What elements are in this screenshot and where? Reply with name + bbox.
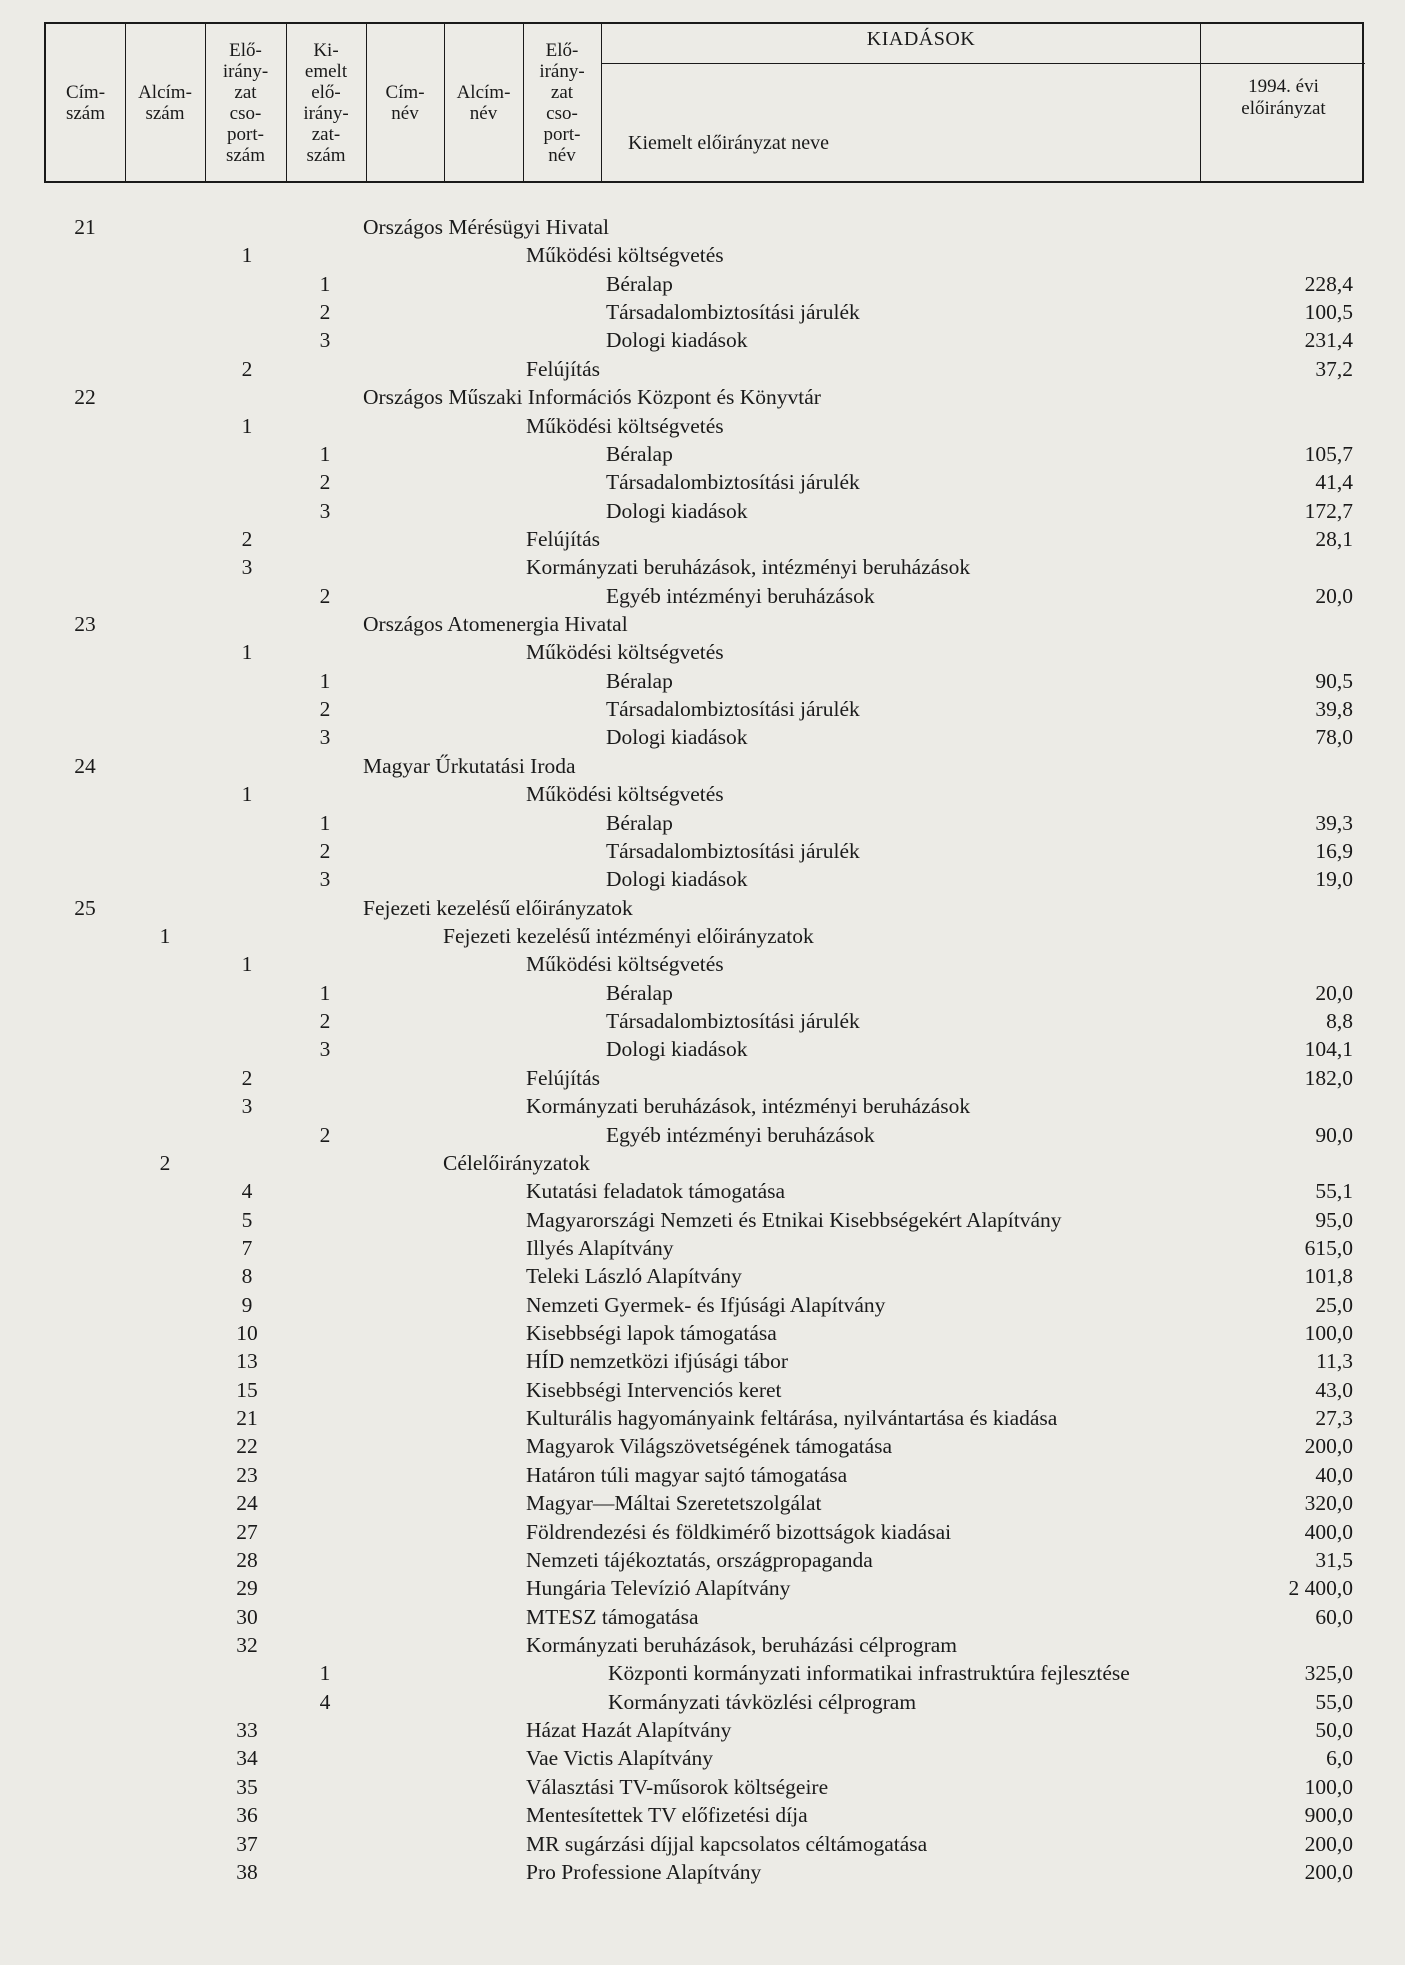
row-amount: 40,0 [1315, 1462, 1353, 1487]
row-amount: 43,0 [1315, 1377, 1353, 1402]
table-row [0, 497, 1405, 525]
row-name: Választási TV-műsorok költségeire [526, 1774, 829, 1799]
eloiranyzat-csoport-szam: 37 [236, 1831, 258, 1856]
row-amount: 50,0 [1315, 1718, 1353, 1743]
row-name: Nemzeti Gyermek- és Ifjúsági Alapítvány [526, 1292, 886, 1317]
kiemelt-eloiranyzat-szam: 2 [319, 838, 331, 863]
eloiranyzat-csoport-szam: 5 [241, 1207, 253, 1232]
eloiranyzat-csoport-szam: 34 [236, 1746, 258, 1771]
eloiranyzat-csoport-szam: 1 [241, 413, 253, 438]
row-amount: 104,1 [1304, 1037, 1353, 1062]
row-amount: 100,0 [1304, 1774, 1353, 1799]
table-row [0, 1631, 1405, 1659]
row-name: Magyarok Világszövetségének támogatása [526, 1434, 893, 1459]
kiemelt-eloiranyzat-szam: 2 [319, 1122, 331, 1147]
kiemelt-eloiranyzat-szam: 1 [319, 668, 331, 693]
kiemelt-eloiranyzat-szam: 3 [319, 725, 331, 750]
eloiranyzat-csoport-szam: 3 [241, 555, 253, 580]
alcim-szam: 1 [159, 924, 171, 948]
row-name: Béralap [606, 271, 673, 296]
row-amount: 231,4 [1304, 328, 1353, 353]
cim-szam: 22 [74, 385, 96, 410]
row-name: Egyéb intézményi beruházások [606, 583, 875, 608]
eloiranyzat-csoport-szam: 8 [241, 1264, 253, 1289]
table-row [0, 1716, 1405, 1744]
row-name: Béralap [606, 980, 673, 1005]
table-row [0, 355, 1405, 383]
row-name: Működési költségvetés [526, 782, 724, 807]
row-amount: 8,8 [1326, 1009, 1353, 1034]
table-row [0, 752, 1405, 780]
eloiranyzat-csoport-szam: 38 [236, 1859, 258, 1884]
table-row [0, 1035, 1405, 1063]
row-amount: 105,7 [1304, 441, 1353, 466]
row-amount: 90,5 [1315, 668, 1353, 693]
row-amount: 20,0 [1315, 980, 1353, 1005]
table-row [0, 809, 1405, 837]
row-amount: 900,0 [1304, 1803, 1353, 1828]
row-name: Pro Professione Alapítvány [526, 1859, 762, 1884]
row-name: MR sugárzási díjjal kapcsolatos céltámogatása [526, 1831, 928, 1856]
table-row [0, 1603, 1405, 1631]
table-row [0, 1518, 1405, 1546]
row-name: Fejezeti kezelésű intézményi előirányzatok [443, 924, 814, 948]
eloiranyzat-csoport-szam: 1 [241, 782, 253, 807]
table-row [0, 667, 1405, 695]
row-name: MTESZ támogatása [526, 1604, 699, 1629]
kiemelt-eloiranyzat-szam: 2 [319, 1009, 331, 1034]
row-name: Magyar—Máltai Szeretetszolgálat [526, 1491, 822, 1516]
row-name: Központi kormányzati informatikai infrastruktúra fejlesztése [608, 1661, 1130, 1686]
table-row [0, 695, 1405, 723]
row-name: Magyar Űrkutatási Iroda [363, 753, 576, 778]
table-row [0, 1688, 1405, 1716]
eloiranyzat-csoport-szam: 36 [236, 1803, 258, 1828]
kiemelt-eloiranyzat-szam: 2 [319, 470, 331, 495]
eloiranyzat-csoport-szam: 24 [236, 1491, 258, 1516]
header-eloiranyzat-csoport-nev: Elő- irány- zat cso- port- név [539, 39, 585, 166]
row-name: Országos Mérésügyi Hivatal [363, 215, 609, 239]
table-row [0, 1347, 1405, 1375]
row-amount: 39,8 [1315, 697, 1353, 722]
eloiranyzat-csoport-szam: 35 [236, 1774, 258, 1799]
eloiranyzat-csoport-szam: 1 [241, 243, 253, 268]
table-row [0, 1659, 1405, 1687]
header-alcim-szam: Alcím- szám [138, 81, 192, 124]
row-amount: 6,0 [1326, 1746, 1353, 1771]
header-eloiranyzat-csoport-szam: Elő- irány- zat cso- port- szám [222, 39, 269, 166]
header-evi-eloiranyzat: 1994. évi előirányzat [1241, 76, 1326, 119]
table-row [0, 865, 1405, 893]
row-amount: 27,3 [1315, 1406, 1353, 1431]
table-row [0, 1489, 1405, 1517]
row-amount: 37,2 [1315, 356, 1353, 381]
row-amount: 60,0 [1315, 1604, 1353, 1629]
table-row [0, 383, 1405, 411]
table-row [0, 440, 1405, 468]
header-kiadasok: KIADÁSOK [866, 28, 976, 50]
row-name: Mentesítettek TV előfizetési díja [526, 1803, 808, 1828]
row-amount: 20,0 [1315, 583, 1353, 608]
kiemelt-eloiranyzat-szam: 3 [319, 498, 331, 523]
eloiranyzat-csoport-szam: 13 [236, 1349, 258, 1374]
alcim-szam: 2 [159, 1150, 171, 1175]
table-header [44, 22, 1364, 183]
table-row [0, 1007, 1405, 1035]
row-name: Béralap [606, 810, 673, 835]
table-row [0, 1121, 1405, 1149]
row-name: Béralap [606, 668, 673, 693]
row-amount: 400,0 [1304, 1519, 1353, 1544]
table-row [0, 1773, 1405, 1801]
row-name: Béralap [606, 441, 673, 466]
table-row [0, 298, 1405, 326]
row-amount: 200,0 [1304, 1434, 1353, 1459]
table-row [0, 1177, 1405, 1205]
table-row [0, 723, 1405, 751]
table-row [0, 553, 1405, 581]
table-row [0, 1149, 1405, 1177]
row-amount: 28,1 [1315, 526, 1353, 551]
row-amount: 19,0 [1315, 867, 1353, 892]
table-row [0, 1546, 1405, 1574]
row-name: Kormányzati beruházások, intézményi beruházások [526, 1094, 971, 1119]
eloiranyzat-csoport-szam: 2 [241, 356, 253, 381]
table-row [0, 1461, 1405, 1489]
eloiranyzat-csoport-szam: 10 [236, 1321, 258, 1346]
eloiranyzat-csoport-szam: 3 [241, 1094, 253, 1119]
row-name: Dologi kiadások [606, 867, 748, 892]
row-name: Országos Műszaki Információs Központ és Könyvtár [363, 385, 821, 410]
row-name: Határon túli magyar sajtó támogatása [526, 1462, 848, 1487]
eloiranyzat-csoport-szam: 27 [236, 1519, 258, 1544]
table-row [0, 1291, 1405, 1319]
kiemelt-eloiranyzat-szam: 1 [319, 271, 331, 296]
row-name: Országos Atomenergia Hivatal [363, 612, 628, 637]
table-row [0, 1234, 1405, 1262]
row-amount: 78,0 [1315, 725, 1353, 750]
kiemelt-eloiranyzat-szam: 3 [319, 328, 331, 353]
table-row [0, 1744, 1405, 1772]
eloiranyzat-csoport-szam: 33 [236, 1718, 258, 1743]
kiemelt-eloiranyzat-szam: 1 [319, 810, 331, 835]
row-amount: 95,0 [1315, 1207, 1353, 1232]
table-row [0, 213, 1405, 241]
kiemelt-eloiranyzat-szam: 1 [319, 441, 331, 466]
row-amount: 228,4 [1304, 271, 1353, 296]
eloiranyzat-csoport-szam: 22 [236, 1434, 258, 1459]
row-name: Vae Victis Alapítvány [526, 1746, 714, 1771]
table-row [0, 468, 1405, 496]
table-row [0, 1404, 1405, 1432]
row-name: Társadalombiztosítási járulék [606, 838, 860, 863]
row-name: Működési költségvetés [526, 243, 724, 268]
eloiranyzat-csoport-szam: 2 [241, 1065, 253, 1090]
eloiranyzat-csoport-szam: 28 [236, 1547, 258, 1572]
row-name: Kisebbségi lapok támogatása [526, 1321, 777, 1346]
row-amount: 11,3 [1316, 1349, 1353, 1374]
eloiranyzat-csoport-szam: 7 [241, 1235, 253, 1260]
header-alcim-nev: Alcím- név [456, 81, 511, 124]
header-cim-nev: Cím- név [385, 81, 425, 124]
table-row [0, 950, 1405, 978]
row-amount: 200,0 [1304, 1831, 1353, 1856]
row-name: Dologi kiadások [606, 328, 748, 353]
row-name: Dologi kiadások [606, 1037, 748, 1062]
row-name: Kulturális hagyományaink feltárása, nyilvántartása és kiadása [526, 1406, 1058, 1431]
kiemelt-eloiranyzat-szam: 2 [319, 583, 331, 608]
row-amount: 55,1 [1315, 1179, 1353, 1204]
row-name: Társadalombiztosítási járulék [606, 470, 860, 495]
row-amount: 100,5 [1304, 300, 1353, 325]
row-name: Teleki László Alapítvány [526, 1264, 742, 1289]
row-amount: 2 400,0 [1288, 1576, 1353, 1601]
table-row [0, 1262, 1405, 1290]
table-row [0, 582, 1405, 610]
cim-szam: 21 [74, 215, 96, 239]
row-amount: 200,0 [1304, 1859, 1353, 1884]
row-amount: 615,0 [1304, 1235, 1353, 1260]
table-row [0, 525, 1405, 553]
row-name: Kormányzati beruházások, beruházási célprogram [526, 1633, 957, 1657]
eloiranyzat-csoport-szam: 29 [236, 1576, 258, 1601]
table-row [0, 270, 1405, 298]
kiemelt-eloiranyzat-szam: 2 [319, 697, 331, 722]
table-row [0, 1319, 1405, 1347]
eloiranyzat-csoport-szam: 4 [241, 1179, 253, 1204]
row-name: Magyarországi Nemzeti és Etnikai Kisebbségekért Alapítvány [526, 1207, 1062, 1232]
row-amount: 25,0 [1315, 1292, 1353, 1317]
header-kiemelt-eloiranyzat-neve: Kiemelt előirányzat neve [628, 132, 830, 154]
table-row [0, 894, 1405, 922]
header-cim-szam: Cím- szám [65, 81, 106, 124]
table-row [0, 1064, 1405, 1092]
row-amount: 320,0 [1304, 1491, 1353, 1516]
header-kiemelt-eloiranyzat-szam: Ki- emelt elő- irány- zat- szám [303, 39, 349, 166]
row-name: Dologi kiadások [606, 725, 748, 750]
cim-szam: 23 [74, 612, 96, 637]
row-name: Kutatási feladatok támogatása [526, 1179, 786, 1204]
table-row [0, 1830, 1405, 1858]
row-name: Működési költségvetés [526, 413, 724, 438]
table-row [0, 241, 1405, 269]
row-amount: 182,0 [1304, 1065, 1353, 1090]
table-row [0, 638, 1405, 666]
row-amount: 325,0 [1304, 1661, 1353, 1686]
eloiranyzat-csoport-szam: 15 [236, 1377, 258, 1402]
row-amount: 16,9 [1315, 838, 1353, 863]
table-row [0, 922, 1405, 950]
row-name: Kisebbségi Intervenciós keret [526, 1377, 782, 1402]
eloiranyzat-csoport-szam: 9 [241, 1292, 253, 1317]
kiemelt-eloiranyzat-szam: 1 [319, 980, 331, 1005]
table-row [0, 1432, 1405, 1460]
table-row [0, 610, 1405, 638]
row-name: Hungária Televízió Alapítvány [526, 1576, 791, 1601]
table-row [0, 1206, 1405, 1234]
kiemelt-eloiranyzat-szam: 4 [319, 1689, 331, 1714]
row-amount: 101,8 [1304, 1264, 1353, 1289]
row-name: Nemzeti tájékoztatás, országpropaganda [526, 1547, 873, 1572]
eloiranyzat-csoport-szam: 30 [236, 1604, 258, 1629]
row-name: Működési költségvetés [526, 952, 724, 977]
row-name: Egyéb intézményi beruházások [606, 1122, 875, 1147]
table-row [0, 780, 1405, 808]
table-row [0, 1801, 1405, 1829]
row-name: Működési költségvetés [526, 640, 724, 665]
eloiranyzat-csoport-szam: 2 [241, 526, 253, 551]
eloiranyzat-csoport-szam: 1 [241, 640, 253, 665]
table-row [0, 837, 1405, 865]
kiemelt-eloiranyzat-szam: 3 [319, 1037, 331, 1062]
row-amount: 41,4 [1315, 470, 1353, 495]
table-row [0, 1858, 1405, 1886]
row-name: Házat Hazát Alapítvány [526, 1718, 732, 1743]
row-amount: 100,0 [1304, 1321, 1353, 1346]
row-name: Földrendezési és földkimérő bizottságok kiadásai [526, 1519, 952, 1544]
table-row [0, 326, 1405, 354]
eloiranyzat-csoport-szam: 1 [241, 952, 253, 977]
row-name: Társadalombiztosítási járulék [606, 697, 860, 722]
table-row [0, 979, 1405, 1007]
kiemelt-eloiranyzat-szam: 1 [319, 1661, 331, 1686]
table-row [0, 1574, 1405, 1602]
eloiranyzat-csoport-szam: 21 [236, 1406, 258, 1431]
row-name: HÍD nemzetközi ifjúsági tábor [526, 1349, 789, 1374]
table-row [0, 412, 1405, 440]
row-name: Dologi kiadások [606, 498, 748, 523]
row-name: Kormányzati beruházások, intézményi beruházások [526, 555, 971, 580]
row-amount: 90,0 [1315, 1122, 1353, 1147]
row-name: Célelőirányzatok [443, 1150, 590, 1175]
table-row [0, 1376, 1405, 1404]
row-name: Felújítás [526, 526, 601, 551]
row-name: Társadalombiztosítási járulék [606, 1009, 860, 1034]
cim-szam: 25 [74, 895, 96, 920]
row-name: Kormányzati távközlési célprogram [608, 1689, 917, 1714]
row-name: Fejezeti kezelésű előirányzatok [363, 895, 633, 920]
table-row [0, 1092, 1405, 1120]
row-amount: 55,0 [1315, 1689, 1353, 1714]
kiemelt-eloiranyzat-szam: 2 [319, 300, 331, 325]
kiemelt-eloiranyzat-szam: 3 [319, 867, 331, 892]
row-name: Felújítás [526, 356, 601, 381]
row-amount: 39,3 [1315, 810, 1353, 835]
eloiranyzat-csoport-szam: 23 [236, 1462, 258, 1487]
cim-szam: 24 [74, 753, 96, 778]
row-amount: 172,7 [1304, 498, 1353, 523]
eloiranyzat-csoport-szam: 32 [236, 1633, 258, 1657]
row-amount: 31,5 [1315, 1547, 1353, 1572]
row-name: Felújítás [526, 1065, 601, 1090]
row-name: Társadalombiztosítási járulék [606, 300, 860, 325]
row-name: Illyés Alapítvány [526, 1235, 674, 1260]
